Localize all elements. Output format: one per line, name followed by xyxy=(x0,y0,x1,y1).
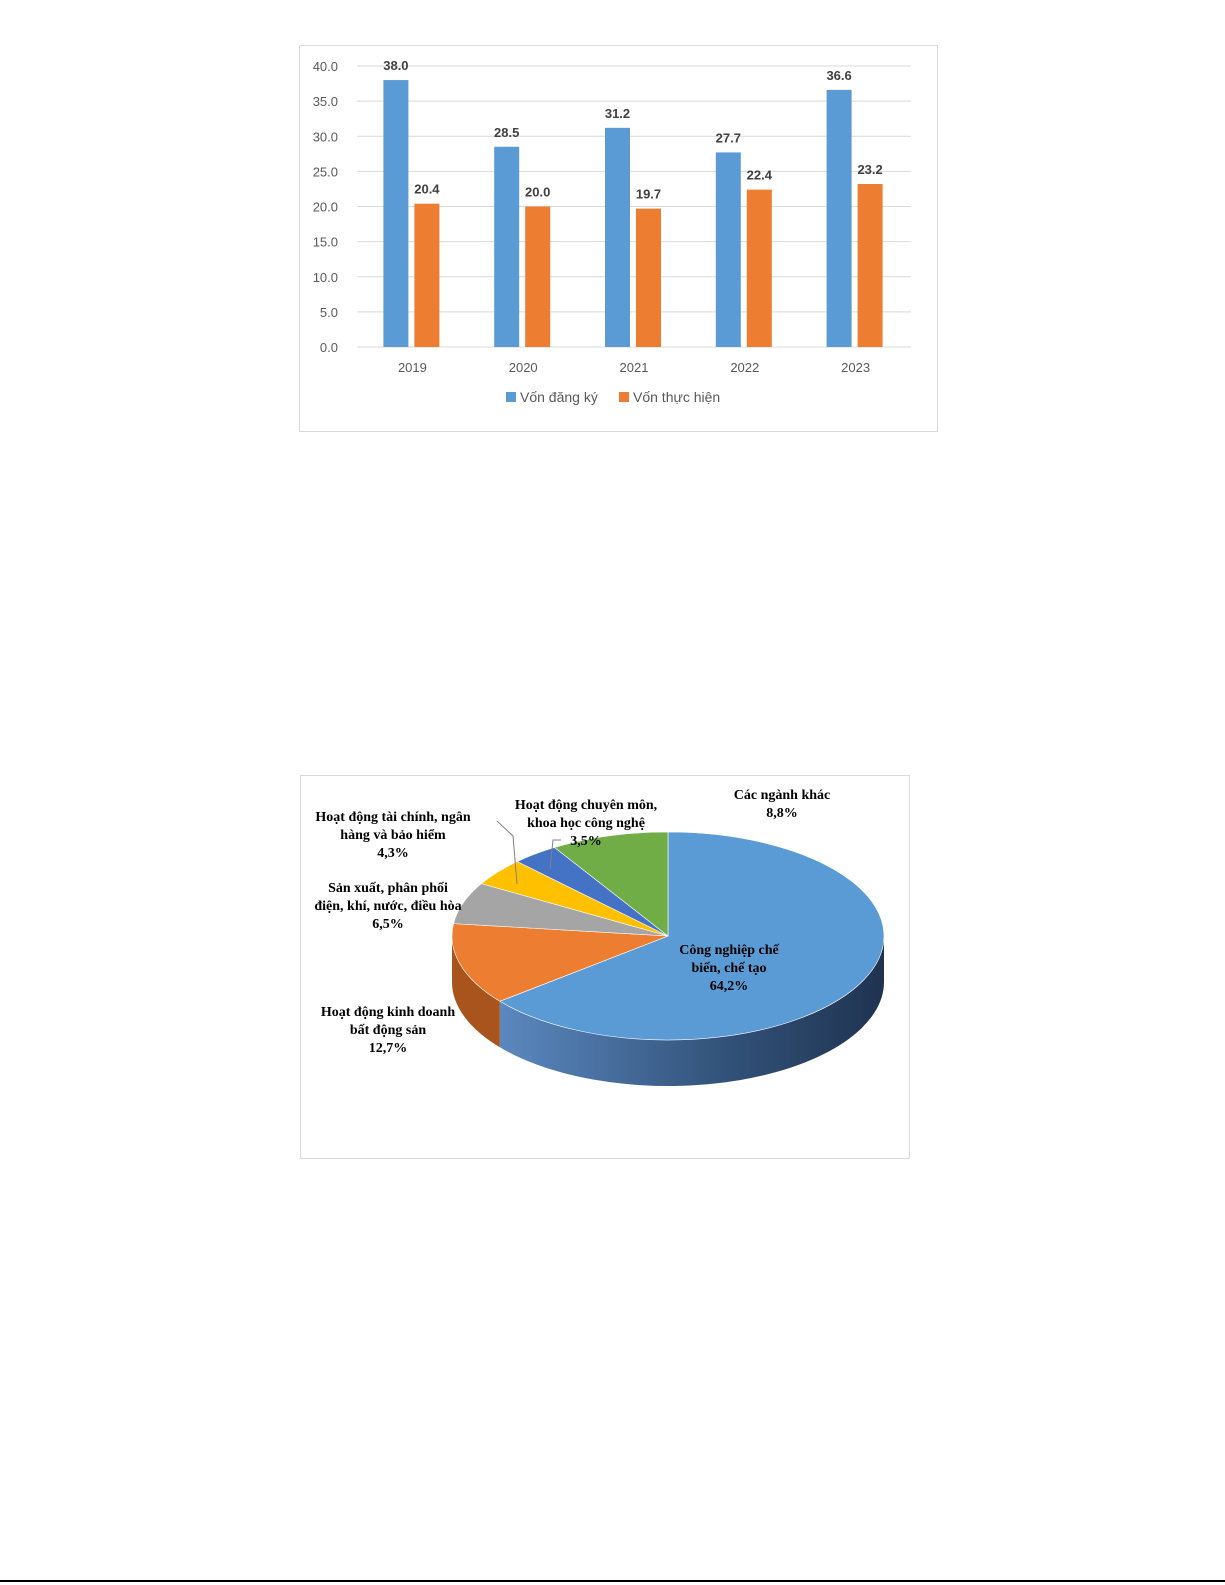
legend-swatch xyxy=(619,392,629,402)
legend-label: Vốn đăng ký xyxy=(520,389,598,405)
bar-registered xyxy=(383,80,408,347)
x-tick-label: 2022 xyxy=(730,360,760,375)
x-tick-label: 2021 xyxy=(619,360,649,375)
x-tick-label: 2023 xyxy=(841,360,871,375)
pie-slice-label: Hoạt động tài chính, ngân hàng và bảo hiểm 4,3% xyxy=(315,810,471,861)
pie-slice-label: Công nghiệp chế biến, chế tạo 64,2% xyxy=(679,943,779,994)
y-tick-label: 35.0 xyxy=(312,94,338,110)
data-label: 38.0 xyxy=(383,58,409,74)
y-tick-label: 25.0 xyxy=(312,164,338,180)
bar-chart xyxy=(300,46,939,433)
data-label: 31.2 xyxy=(604,105,631,121)
y-tick-label: 20.0 xyxy=(312,199,338,215)
bar-registered xyxy=(827,90,852,347)
x-tick-label: 2019 xyxy=(397,360,427,375)
legend-swatch xyxy=(506,392,516,402)
pie-chart-frame xyxy=(300,775,910,1159)
page-bottom-rule xyxy=(0,1580,1225,1582)
bar-chart-frame xyxy=(299,45,938,432)
pie-slice-label: Sản xuất, phân phối điện, khí, nước, điều hòa 6,5% xyxy=(314,881,462,932)
y-tick-label: 10.0 xyxy=(312,269,338,285)
bar-registered xyxy=(605,128,630,347)
y-tick-label: 30.0 xyxy=(312,129,338,145)
y-tick-label: 0.0 xyxy=(319,340,338,355)
data-label: 36.6 xyxy=(826,67,852,83)
legend-label: Vốn thực hiện xyxy=(633,389,721,405)
bar-implemented xyxy=(636,209,661,347)
pie-chart xyxy=(301,776,911,1160)
bar-implemented xyxy=(858,184,883,347)
data-label: 28.5 xyxy=(494,124,520,140)
data-label: 20.4 xyxy=(414,181,440,197)
y-tick-label: 15.0 xyxy=(312,234,338,250)
data-label: 20.0 xyxy=(525,184,551,200)
y-tick-label: 5.0 xyxy=(319,304,338,320)
data-label: 23.2 xyxy=(857,162,883,178)
pie-slice-label: Các ngành khác 8,8% xyxy=(733,788,831,821)
bar-implemented xyxy=(525,207,550,348)
bar-implemented xyxy=(414,204,439,347)
x-tick-label: 2020 xyxy=(508,360,538,375)
bar-registered xyxy=(716,152,741,347)
data-label: 19.7 xyxy=(635,186,662,202)
pie-slice-label: Hoạt động chuyên môn, khoa học công nghệ 3,5% xyxy=(514,798,658,849)
bar-registered xyxy=(494,147,519,347)
data-label: 22.4 xyxy=(746,167,772,183)
bar-implemented xyxy=(747,190,772,347)
y-tick-label: 40.0 xyxy=(312,59,338,74)
data-label: 27.7 xyxy=(715,130,741,146)
pie-slice-label: Hoạt động kinh doanh bất động sản 12,7% xyxy=(320,1005,456,1056)
